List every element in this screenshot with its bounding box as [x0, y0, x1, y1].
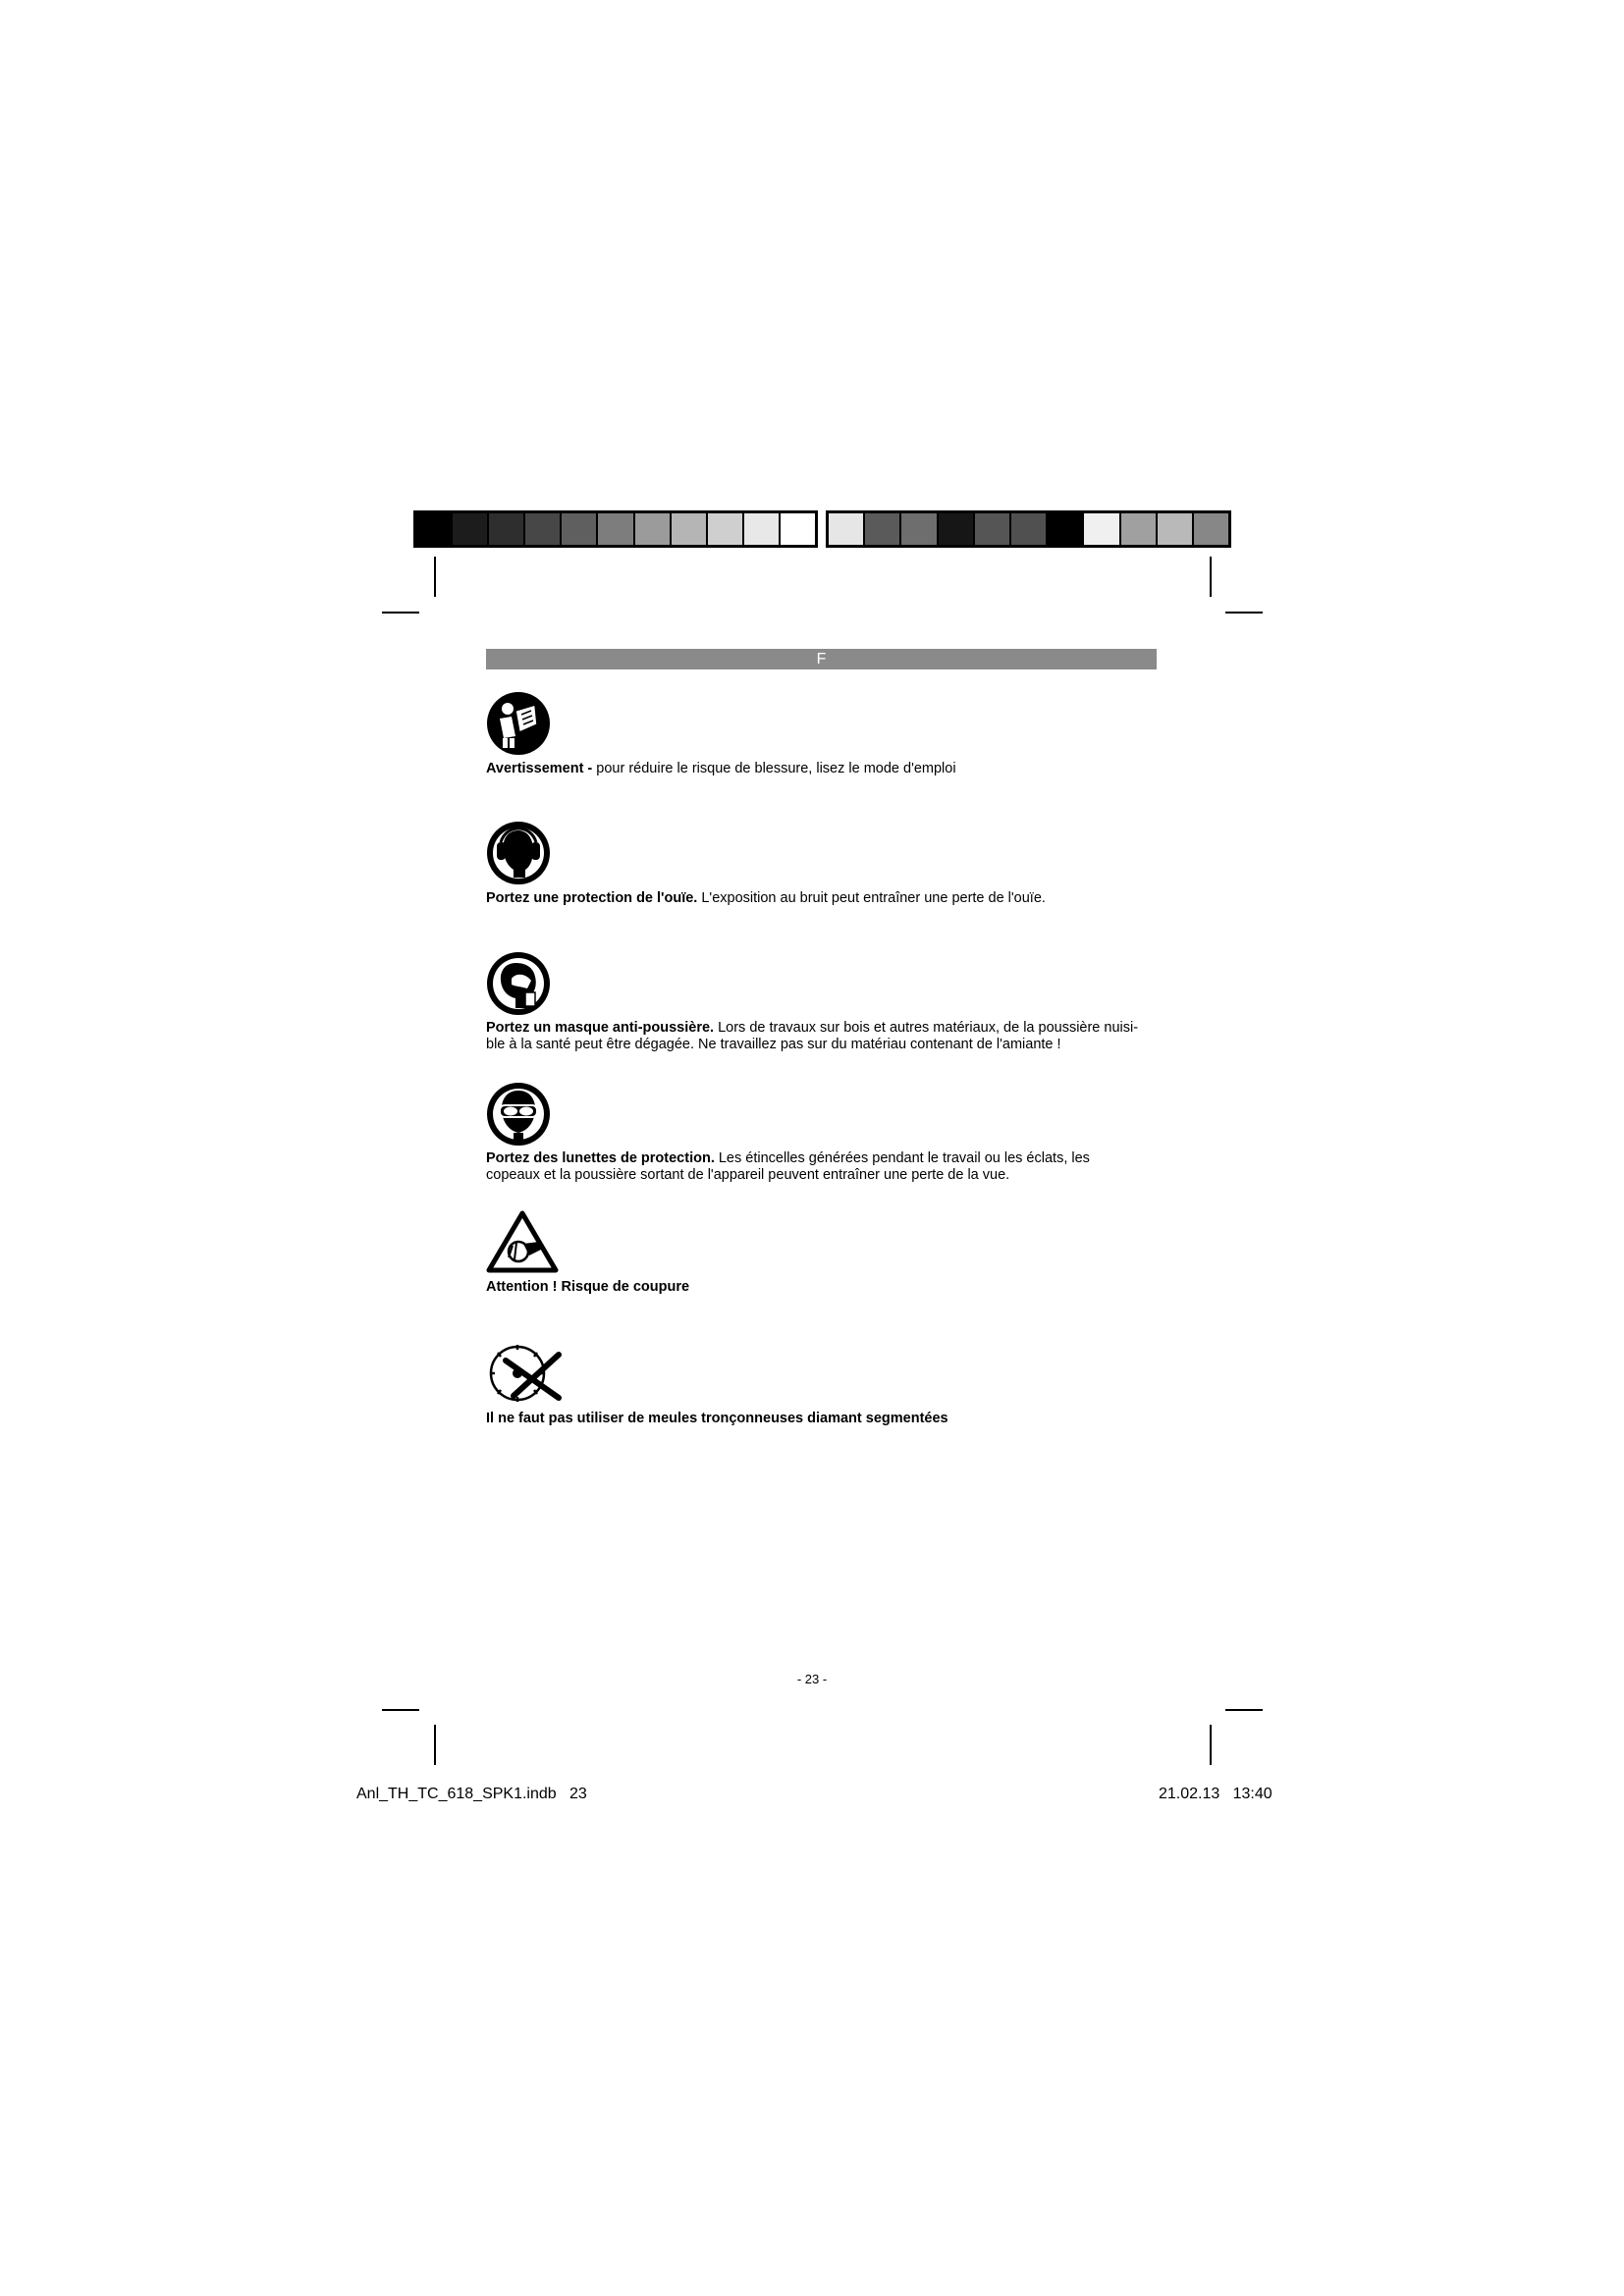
crop-mark-top-left-v [434, 557, 436, 597]
color-swatch [829, 513, 865, 545]
cut-hazard-icon [486, 1210, 559, 1273]
caption-dust-mask [486, 1020, 1164, 1053]
color-swatch [672, 513, 708, 545]
color-swatch [453, 513, 489, 545]
color-swatch [865, 513, 901, 545]
caption-title: Portez une protection de l'ouïe. [486, 890, 698, 906]
color-bar-right [826, 510, 1231, 548]
caption-title: Attention ! Risque de coupure [486, 1279, 690, 1295]
file-slug: Anl_TH_TC_618_SPK1.indb 23 [356, 1786, 587, 1802]
color-swatch [1084, 513, 1120, 545]
caption-title: Avertissement - [486, 761, 597, 776]
color-swatch [562, 513, 598, 545]
color-swatch [525, 513, 562, 545]
crop-mark-bottom-right-h [1225, 1709, 1263, 1711]
safety-glasses-icon [486, 1082, 551, 1147]
crop-mark-bottom-left-h [382, 1709, 419, 1711]
color-swatch [1048, 513, 1084, 545]
print-date-time: 21.02.13 13:40 [1159, 1786, 1272, 1802]
color-bar-left [413, 510, 818, 548]
caption-ear-protection [486, 890, 1164, 907]
caption-title: Il ne faut pas utiliser de meules tronçonneuses diamant segmentées [486, 1411, 948, 1426]
crop-mark-top-left-h [382, 612, 419, 614]
caption-text-line2: ble à la santé peut être dégagée. Ne travaillez pas sur du matériau contenant de l'amiante ! [486, 1037, 1061, 1052]
caption-cut-hazard [486, 1279, 1164, 1296]
caption-read-manual [486, 761, 1164, 777]
crop-mark-top-right-h [1225, 612, 1263, 614]
no-segmented-disc-icon [486, 1341, 570, 1406]
ear-protection-icon [486, 821, 551, 885]
color-swatch [708, 513, 744, 545]
crop-mark-top-right-v [1210, 557, 1212, 597]
color-swatch [1011, 513, 1048, 545]
caption-text: Les étincelles générées pendant le travail ou les éclats, les [714, 1150, 1090, 1166]
dust-mask-icon [486, 951, 551, 1016]
color-swatch [1121, 513, 1158, 545]
color-swatch [901, 513, 938, 545]
color-swatch [975, 513, 1011, 545]
caption-title: Portez un masque anti-poussière. [486, 1020, 715, 1036]
language-code: F [816, 651, 827, 667]
caption-text: Lors de travaux sur bois et autres matériaux, de la poussière nuisi- [714, 1020, 1139, 1036]
color-swatch [1158, 513, 1194, 545]
read-manual-icon [486, 691, 551, 756]
color-swatch [781, 513, 815, 545]
crop-mark-bottom-right-v [1210, 1725, 1212, 1765]
language-header [486, 649, 1157, 669]
caption-no-segmented-disc [486, 1411, 1164, 1427]
caption-text: pour réduire le risque de blessure, lisez le mode d'emploi [596, 761, 956, 776]
crop-mark-bottom-left-v [434, 1725, 436, 1765]
color-swatch [939, 513, 975, 545]
page-number: - 23 - [796, 1672, 828, 1686]
caption-safety-glasses [486, 1150, 1164, 1184]
color-swatch [1194, 513, 1228, 545]
color-swatch [489, 513, 525, 545]
color-swatch [598, 513, 634, 545]
color-swatch [416, 513, 453, 545]
color-swatch [744, 513, 781, 545]
color-swatch [635, 513, 672, 545]
caption-text-line2: copeaux et la poussière sortant de l'appareil peuvent entraîner une perte de la vue. [486, 1167, 1010, 1183]
caption-text: L'exposition au bruit peut entraîner une perte de l'ouïe. [697, 890, 1046, 906]
caption-title: Portez des lunettes de protection. [486, 1150, 715, 1166]
